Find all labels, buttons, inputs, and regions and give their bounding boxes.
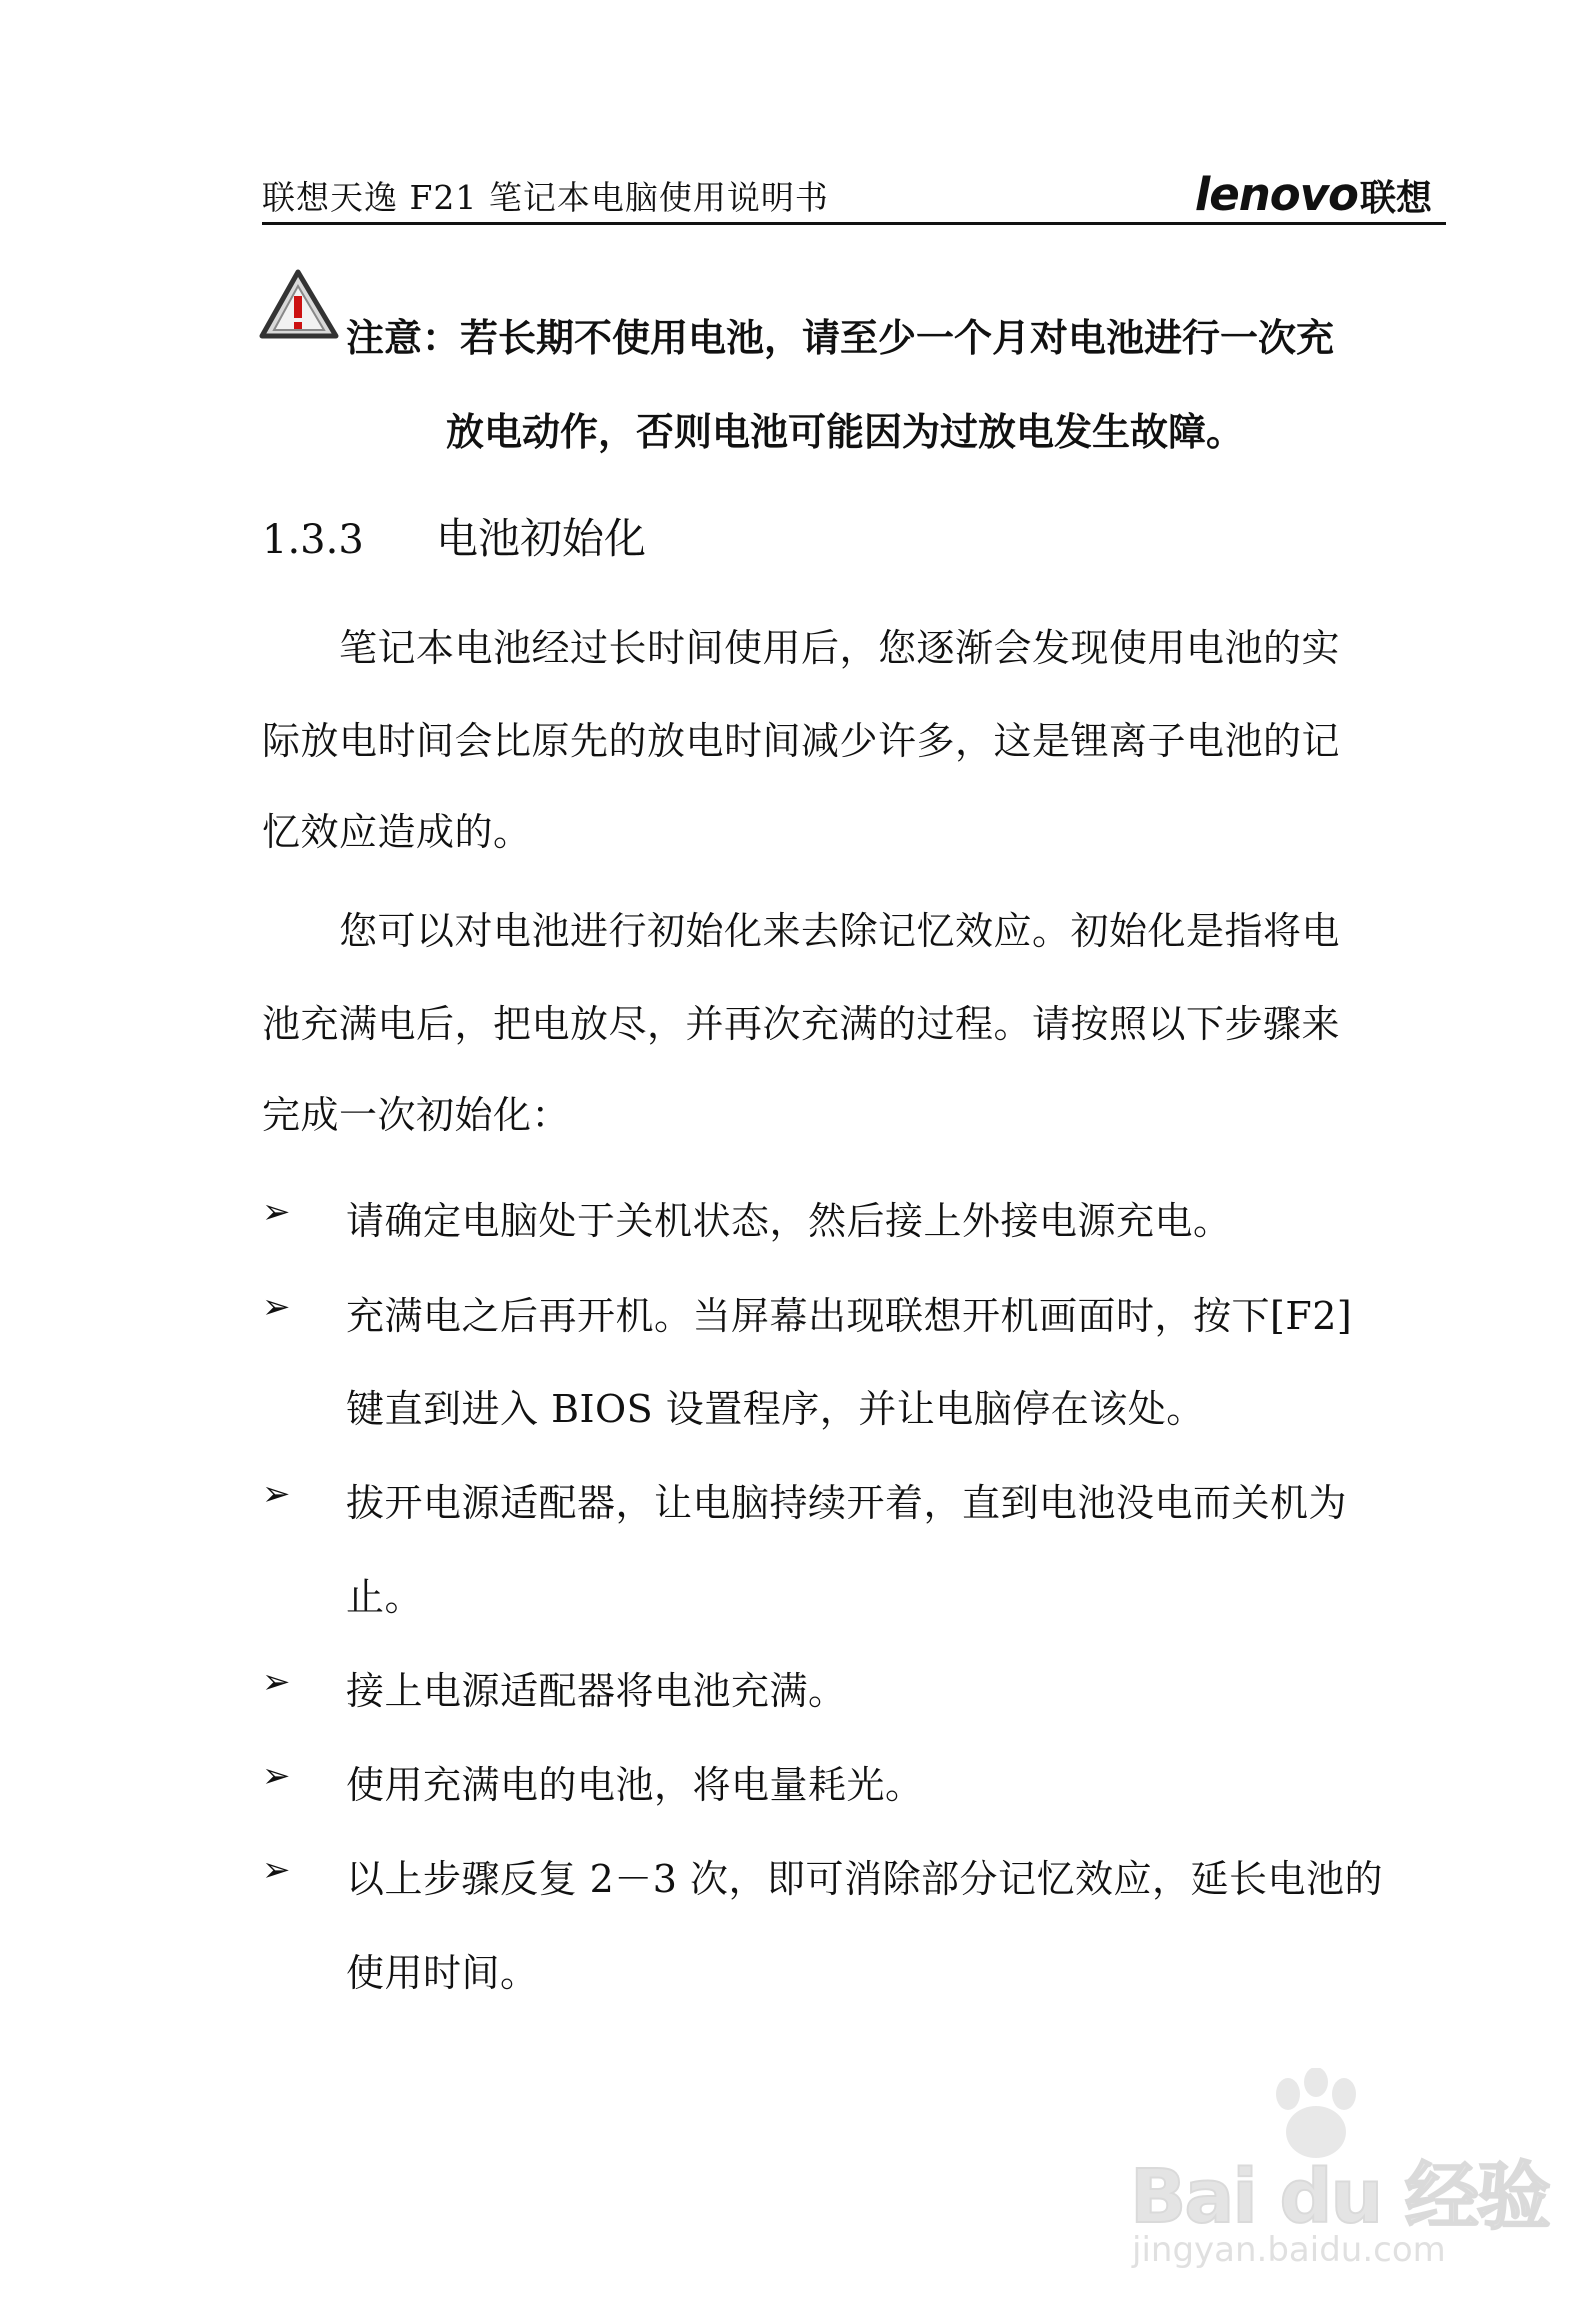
- watermark-logo-text: Bai du 经验: [1130, 2154, 1549, 2240]
- bullet-arrow-icon: ➢: [262, 1474, 291, 1514]
- step-line: 接上电源适配器将电池充满。: [346, 1669, 847, 1713]
- step-line: 以上步骤反复 2－3 次，即可消除部分记忆效应，延长电池的: [346, 1857, 1384, 1901]
- section-heading: [262, 506, 646, 566]
- step-line: 止。: [346, 1575, 424, 1619]
- watermark-url: jingyan.baidu.com: [1132, 2230, 1446, 2270]
- page-header: [262, 164, 1446, 225]
- paragraph-line: 笔记本电池经过长时间使用后，您逐渐会发现使用电池的实: [262, 626, 1341, 670]
- paragraph-line: 忆效应造成的。: [262, 810, 532, 854]
- paragraph-line: 完成一次初始化：: [262, 1093, 571, 1137]
- bullet-arrow-icon: ➢: [262, 1192, 291, 1232]
- baidu-jingyan-watermark: [1130, 2068, 1549, 2270]
- step-line: 拔开电源适配器，让电脑持续开着，直到电池没电而关机为: [346, 1481, 1348, 1525]
- bullet-arrow-icon: ➢: [262, 1850, 291, 1890]
- step-line: 充满电之后再开机。当屏幕出现联想开机画面时，按下[F2]: [346, 1294, 1353, 1338]
- section-title: 电池初始化: [436, 514, 647, 563]
- step-line: 使用时间。: [346, 1951, 539, 1995]
- bullet-arrow-icon: ➢: [262, 1662, 291, 1702]
- paragraph-line: 际放电时间会比原先的放电时间减少许多，这是锂离子电池的记: [262, 719, 1341, 763]
- note-line-1: 注意：若长期不使用电池，请至少一个月对电池进行一次充: [346, 316, 1335, 360]
- warning-triangle-icon: [258, 268, 340, 342]
- step-line: 使用充满电的电池，将电量耗光。: [346, 1763, 924, 1807]
- bullet-arrow-icon: ➢: [262, 1287, 291, 1327]
- note-line-2: 放电动作，否则电池可能因为过放电发生故障。: [446, 410, 1245, 454]
- document-title: 联想天逸 F21 笔记本电脑使用说明书: [262, 178, 829, 217]
- bullet-arrow-icon: ➢: [262, 1756, 291, 1796]
- section-number: 1.3.3: [262, 517, 364, 563]
- lenovo-logo: [1195, 168, 1432, 221]
- step-line: 键直到进入 BIOS 设置程序，并让电脑停在该处。: [346, 1387, 1205, 1431]
- paragraph-line: 您可以对电池进行初始化来去除记忆效应。初始化是指将电: [262, 909, 1341, 953]
- step-line: 请确定电脑处于关机状态，然后接上外接电源充电。: [346, 1199, 1232, 1243]
- paragraph-line: 池充满电后，把电放尽，并再次充满的过程。请按照以下步骤来: [262, 1002, 1341, 1046]
- logo-word: lenovo: [1194, 168, 1358, 221]
- logo-chinese: 联想: [1359, 178, 1432, 219]
